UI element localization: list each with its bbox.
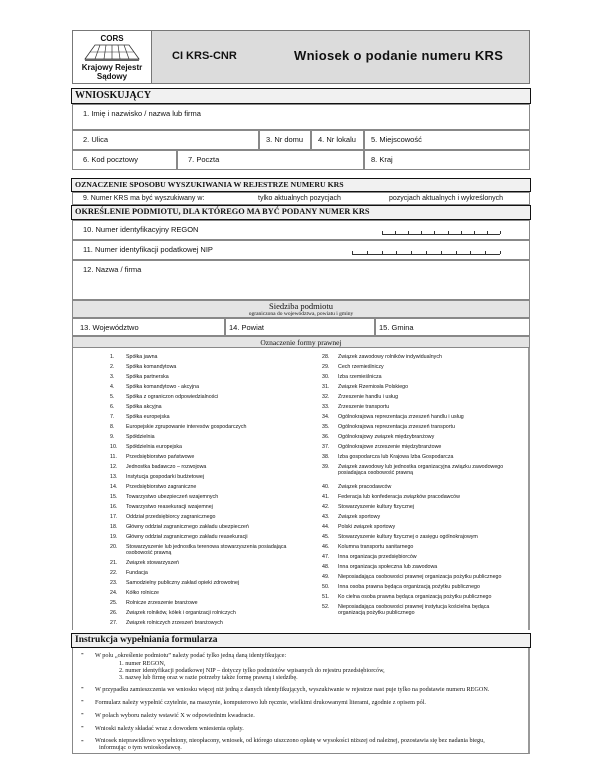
digit-box-divider (382, 251, 383, 254)
legal-form-number: 8. (110, 424, 115, 430)
digit-box-divider (456, 251, 457, 254)
legal-form-number: 31. (322, 384, 330, 390)
digit-box-divider (426, 251, 427, 254)
legal-form-number: 44. (322, 524, 330, 530)
legal-form-label: Związek zawodowy rolników indywidualnych (338, 354, 442, 360)
legal-form-number: 23. (110, 580, 118, 586)
logo-line1: Krajowy Rejestr (81, 63, 143, 72)
legal-form-label: Federacja lub konfederacja związków pracodawców (338, 494, 460, 500)
applicant-name-field[interactable] (72, 104, 530, 130)
logo-line2: Sądowy (96, 72, 128, 81)
legal-form-number: 1. (110, 354, 115, 360)
legal-form-label: Przedsiębiorstwo zagraniczne (126, 484, 197, 490)
legal-form-number: 16. (110, 504, 118, 510)
legal-form-label: Spółdzielnia europejska (126, 444, 182, 450)
legal-form-number: 46. (322, 544, 330, 550)
legal-form-number: 30. (322, 374, 330, 380)
legal-form-number: 6. (110, 404, 115, 410)
legal-form-label: Izba rzemieślnicza (338, 374, 382, 380)
legal-form-label: Spółka akcyjna (126, 404, 162, 410)
legal-form-number: 49. (322, 574, 330, 580)
legal-form-label: Zrzeszenie transportu (338, 404, 390, 410)
bullet-icon: - (81, 649, 84, 658)
legal-form-number: 50. (322, 584, 330, 590)
legal-form-number: 2. (110, 364, 115, 370)
section-search-method: OZNACZENIE SPOSOBU WYSZUKIWANIA W REJESTRZE NUMERU KRS (71, 178, 531, 192)
instruction-3: Formularz należy wypełnić czytelnie, na maszynie, komputerowo lub ręcznie, wielkimi drukowanymi literami, zgodnie z opisem pól. (95, 699, 426, 706)
seat-header (72, 300, 530, 318)
bullet-icon: - (81, 736, 84, 745)
legal-form-number: 5. (110, 394, 115, 400)
seat-title: Siedziba podmiotu (269, 301, 333, 311)
legal-form-label: Główny oddział zagranicznego zakładu reasekuracji (126, 534, 248, 540)
legal-form-number: 24. (110, 590, 118, 596)
legal-form-label: Spółka z ograniczon odpowiedzialności (126, 394, 219, 400)
legal-form-number: 28. (322, 354, 330, 360)
legal-form-number: 29. (322, 364, 330, 370)
legal-form-label: Towarzystwo ubezpieczeń wzajemnych (126, 494, 219, 500)
legal-form-number: 47. (322, 554, 330, 560)
instruction-2: W przypadku zamieszczenia we wniosku więcej niż jedną z danych identyfikujących, wyszukiwanie w rejestrze nast puje tylko na podstawie numeru REGON. (95, 686, 490, 693)
legal-form-number: 40. (322, 484, 330, 490)
legal-form-label: Europejskie zgrupowanie interesów gospodarczych (126, 424, 247, 430)
legal-form-label: Inna organizacja społeczna lub zawodowa (338, 564, 438, 570)
commune-field[interactable] (375, 318, 530, 336)
legal-form-number: 35. (322, 424, 330, 430)
legal-form-number: 3. (110, 374, 115, 380)
digit-box-divider (500, 251, 501, 254)
legal-form-label: Stowarzyszenie lub jednostka terenowa stowarzyszenia posiadająca (126, 544, 287, 550)
legal-form-number: 7. (110, 414, 115, 420)
entity-name-label: 12. Nazwa / firma (83, 265, 142, 274)
legal-form-number: 15. (110, 494, 118, 500)
legal-form-number: 25. (110, 600, 118, 606)
country-field[interactable] (364, 150, 530, 170)
legal-form-label: Związek zawodowy lub jednostka organizacyjna związku zawodowego (338, 464, 504, 470)
entity-name-field[interactable] (72, 260, 530, 300)
regon-field[interactable] (72, 220, 530, 240)
bullet-icon: - (81, 696, 84, 705)
legal-form-number: 10. (110, 444, 118, 450)
section-instructions: Instrukcja wypełniania formularza (71, 633, 531, 648)
legal-form-label: Samodzielny publiczny zakład opieki zdrowotnej (126, 580, 240, 586)
legal-form-label: Ogólnokrajowy związek międzybranżowy (338, 434, 435, 440)
street-label: 2. Ulica (83, 135, 109, 144)
instruction-6-cont: informując o tym wnioskodawcę. (99, 744, 182, 751)
legal-form-label: Spółka komandytowa (126, 364, 177, 370)
legal-form-number: 4. (110, 384, 115, 390)
legal-form-label: Nieposiadająca osobowości prawnej instytucja kościelna będąca (338, 604, 490, 610)
digit-box-divider (487, 231, 488, 234)
instruction-1: W polu „określenie podmiotu” należy podać tylko jedną daną identyfikujące: (95, 652, 287, 659)
legal-form-label: Izba gospodarcza lub Krajowa Izba Gospodarcza (338, 454, 454, 460)
digit-box-divider (382, 231, 383, 234)
legal-form-number: 27. (110, 620, 118, 626)
legal-form-label: Związek Rzemiosła Polskiego (338, 384, 409, 390)
legal-form-number: 37. (322, 444, 330, 450)
digit-box-divider (352, 251, 353, 254)
legal-form-label: Stowarzyszenie kultury fizycznej o zasięgu ogólnokrajowym (338, 534, 478, 540)
instruction-4: W polach wyboru należy wstawić X w odpowiednim kwadracie. (95, 712, 255, 719)
form-title: Wniosek o podanie numeru KRS (294, 48, 504, 63)
legal-form-number: 20. (110, 544, 118, 550)
legal-form-number: 51. (322, 594, 330, 600)
post-office-field[interactable] (177, 150, 364, 170)
legal-form-number: 48. (322, 564, 330, 570)
bullet-icon: - (81, 722, 84, 731)
logo-cors-text: CORS (100, 34, 124, 43)
digit-box-divider (500, 231, 501, 234)
digit-box-divider (396, 251, 397, 254)
legal-form-label: Towarzystwo reasekuracji wzajemnej (126, 504, 213, 510)
voivodeship-field[interactable] (72, 318, 225, 336)
legal-form-label: Związek stowarzyszeń (126, 560, 179, 566)
legal-form-number: 21. (110, 560, 118, 566)
legal-form-number: 42. (322, 504, 330, 510)
legal-form-label: Ko cielna osoba prawna będąca organizacją pożytku publicznego (338, 594, 492, 600)
legal-form-number: 32. (322, 394, 330, 400)
legal-form-label: Inna osoba prawna będąca organizacją pożytku publicznego (338, 584, 480, 590)
country-label: 8. Kraj (371, 155, 393, 164)
option-current-and-deleted[interactable]: pozycjach aktualnych i wykreślonych (389, 195, 503, 202)
legal-form-number: 36. (322, 434, 330, 440)
regon-digit-boxes[interactable] (382, 234, 500, 235)
legal-form-label: Kolumna transportu sanitarnego (338, 544, 414, 550)
section-entity: OKREŚLENIE PODMIOTU, DLA KTÓREGO MA BYĆ PODANY NUMER KRS (71, 205, 531, 220)
legal-form-number: 19. (110, 534, 118, 540)
legal-form-label: Instytucja gospodarki budżetowej (126, 474, 205, 480)
legal-form-label: Kółko rolnicze (126, 590, 159, 596)
house-number-label: 3. Nr domu (266, 135, 304, 144)
nip-digit-boxes[interactable] (352, 254, 500, 255)
legal-form-number: 43. (322, 514, 330, 520)
instruction-1-sub-3: 3. nazwę lub firmę oraz w razie potrzeby także formę prawną i siedzibę. (119, 674, 298, 681)
nip-label: 11. Numer identyfikacji podatkowej NIP (83, 245, 213, 254)
search-scope-label: 9. Numer KRS ma być wyszukiwany w: (83, 195, 205, 202)
legal-form-label: Przedsiębiorstwo państwowe (126, 454, 195, 460)
post-office-label: 7. Poczta (188, 155, 220, 164)
digit-box-divider (411, 251, 412, 254)
county-field[interactable] (225, 318, 375, 336)
legal-form-label: Związek pracodawców (338, 484, 392, 490)
legal-form-label: Rolnicze zrzeszenie branżowe (126, 600, 198, 606)
name-label: 1. Imię i nazwisko / nazwa lub firma (83, 109, 201, 118)
legal-form-number: 12. (110, 464, 118, 470)
instructions-body (72, 648, 530, 754)
legal-form-number: 38. (322, 454, 330, 460)
legal-form-label: Polski związek sportowy (338, 524, 396, 530)
voivodeship-label: 13. Województwo (80, 323, 139, 332)
legal-form-number: 17. (110, 514, 118, 520)
legal-form-label: Stowarzyszenie kultury fizycznej (338, 504, 414, 510)
digit-box-divider (434, 231, 435, 234)
legal-form-label: Spółka jawna (126, 354, 158, 360)
legal-form-number: 22. (110, 570, 118, 576)
option-current-only[interactable]: tylko aktualnych pozycjach (258, 195, 341, 202)
digit-box-divider (448, 231, 449, 234)
digit-box-divider (367, 251, 368, 254)
legal-form-label: Związek rolników, kółek i organizacji rolniczych (126, 610, 236, 616)
legal-form-number: 39. (322, 464, 330, 470)
legal-form-label-cont: osobowość prawną (126, 550, 172, 556)
legal-form-number: 13. (110, 474, 118, 480)
legal-form-label: Związek sportowy (338, 514, 381, 520)
nip-field[interactable] (72, 240, 530, 260)
street-field[interactable] (72, 130, 259, 150)
section-applicant: WNIOSKUJĄCY (71, 88, 531, 104)
legal-form-label: Ogólnokrajowe zrzeszenie międzybranżowe (338, 444, 442, 450)
postal-code-label: 6. Kod pocztowy (83, 155, 139, 164)
house-number-field[interactable] (259, 130, 311, 150)
digit-box-divider (395, 231, 396, 234)
legal-form-label: Inna organizacja przedsiębiorców (338, 554, 417, 560)
legal-form-label: Związek rolniczych zrzeszeń branżowych (126, 620, 223, 626)
logo-building-icon (83, 43, 141, 63)
legal-form-header: Oznaczenie formy prawnej (72, 336, 530, 348)
legal-form-label: Ogólnokrajowa reprezentacja zrzeszeń transportu (338, 424, 455, 430)
bullet-icon: - (81, 683, 84, 692)
legal-form-number: 33. (322, 404, 330, 410)
legal-form-label: Fundacja (126, 570, 148, 576)
legal-form-number: 41. (322, 494, 330, 500)
legal-form-number: 34. (322, 414, 330, 420)
form-code: CI KRS-CNR (172, 50, 237, 62)
digit-box-divider (421, 231, 422, 234)
legal-form-number: 9. (110, 434, 115, 440)
postal-code-field[interactable] (72, 150, 177, 170)
digit-box-divider (474, 231, 475, 234)
digit-box-divider (441, 251, 442, 254)
digit-box-divider (485, 251, 486, 254)
legal-form-label-cont: organizacją pożytku publicznego (338, 610, 415, 616)
legal-form-number: 18. (110, 524, 118, 530)
legal-form-label: Ogólnokrajowa reprezentacja zrzeszeń handlu i usług (338, 414, 464, 420)
county-label: 14. Powiat (229, 323, 265, 332)
krs-logo (72, 30, 152, 84)
legal-form-label: Spółka partnerska (126, 374, 169, 380)
city-field[interactable] (364, 130, 530, 150)
legal-form-label-cont: posiadająca osobowość prawną (338, 470, 414, 476)
flat-number-label: 4. Nr lokalu (318, 135, 356, 144)
digit-box-divider (408, 231, 409, 234)
legal-form-label: Spółka europejska (126, 414, 170, 420)
city-label: 5. Miejscowość (371, 135, 422, 144)
instruction-5: Wnioski należy składać wraz z dowodem wniesienia opłaty. (95, 725, 244, 732)
digit-box-divider (470, 251, 471, 254)
digit-box-divider (461, 231, 462, 234)
instruction-1-sub-1: 1. numer REGON, (119, 660, 166, 667)
instruction-1-sub-2: 2. numer identyfikacji podatkowej NIP – dotyczy tylko podmiotów wpisanych do rejestru przedsiębiorców, (119, 667, 385, 674)
bullet-icon: - (81, 709, 84, 718)
flat-number-field[interactable] (311, 130, 364, 150)
legal-form-label: Główny oddział zagranicznego zakładu ubezpieczeń (126, 524, 249, 530)
legal-form-label: Spółdzielnia (126, 434, 155, 440)
legal-form-number: 11. (110, 454, 117, 460)
legal-form-number: 52. (322, 604, 330, 610)
commune-label: 15. Gmina (379, 323, 414, 332)
legal-form-number: 26. (110, 610, 118, 616)
legal-form-label: Cech rzemieślniczy (338, 364, 384, 370)
legal-form-label: Jednostka badawczo – rozwojowa (126, 464, 207, 470)
legal-form-label: Oddział przedsiębiorcy zagranicznego (126, 514, 216, 520)
legal-form-number: 14. (110, 484, 118, 490)
legal-form-label: Spółka komandytowo - akcyjna (126, 384, 200, 390)
legal-form-label: Nieposiadająca osobowości prawnej organizacja pożytku publicznego (338, 574, 502, 580)
legal-form-number: 45. (322, 534, 330, 540)
instruction-6: Wniosek nieprawidłowo wypełniony, nieopłacony, wniosek, od którego uiszczono opłatę w wysokości niższej od należnej, pozostawia się bez nadania biegu, (95, 737, 485, 744)
legal-form-label: Zrzeszenie handlu i usług (338, 394, 399, 400)
seat-subtitle: ograniczona do województwa, powiatu i gminy (248, 311, 354, 317)
regon-label: 10. Numer identyfikacyjny REGON (83, 225, 199, 234)
